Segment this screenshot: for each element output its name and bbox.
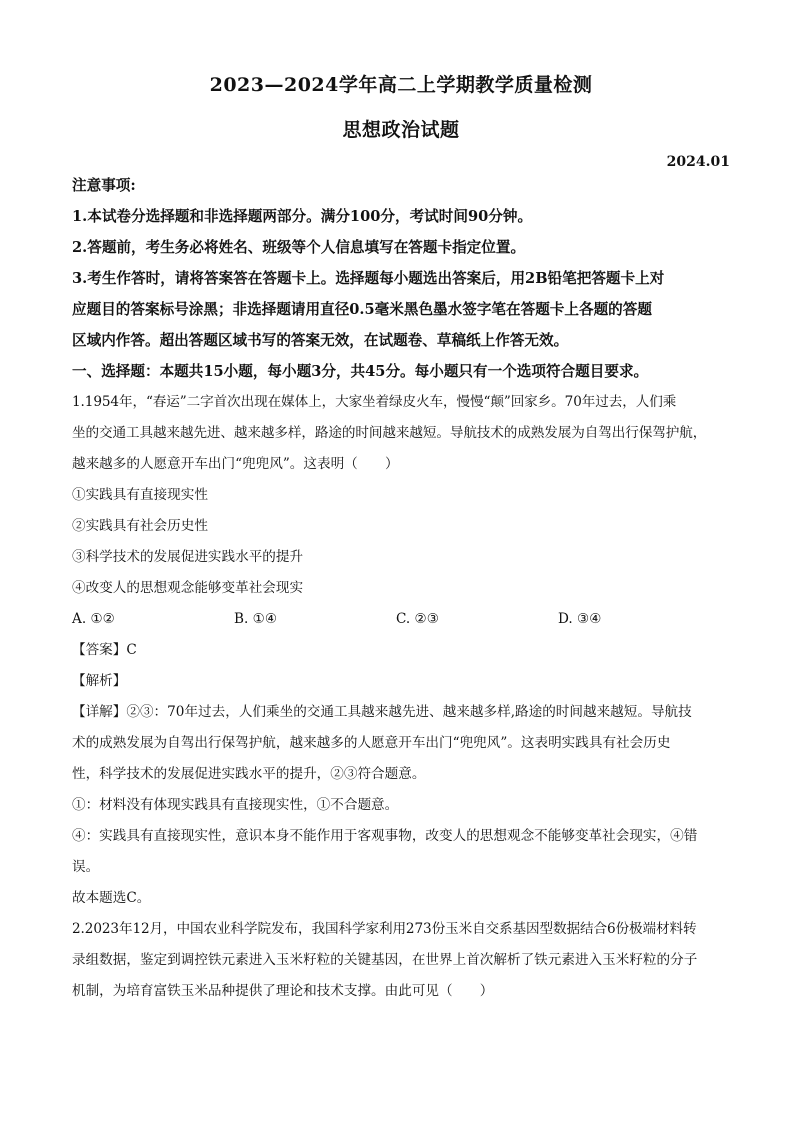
question-1 <box>72 387 730 914</box>
detail-line: 【详解】②③：70年过去，人们乘坐的交通工具越来越先进、越来越多样,路途的时间越来越短。导航技 <box>72 704 692 720</box>
detail-line: ④：实践具有直接现实性，意识本身不能作用于客观事物，改变人的思想观念不能够变革社会现实，④错 <box>72 828 698 844</box>
section-heading: 一、选择题：本题共15小题，每小题3分，共45分。每小题只有一个选项符合题目要求。 <box>72 363 649 380</box>
notice-item: 3.考生作答时，请将答案答在答题卡上。选择题每小题选出答案后，用2B铅笔把答题卡上对 <box>72 270 665 287</box>
question-stem-line: 坐的交通工具越来越先进、越来越多样，路途的时间越来越短。导航技术的成熟发展为自驾出行保驾护航， <box>72 425 707 441</box>
statement: ②实践具有社会历史性 <box>72 518 208 534</box>
question-stem-line: 录组数据，鉴定到调控铁元素进入玉米籽粒的关键基因，在世界上首次解析了铁元素进入玉米籽粒的分子 <box>72 952 698 968</box>
option-c: C. ②③ <box>396 611 439 627</box>
detail-line: 误。 <box>72 859 100 875</box>
notice-item: 1.本试卷分选择题和非选择题两部分。满分100分，考试时间90分钟。 <box>72 208 533 225</box>
detail-line: 性，科学技术的发展促进实践水平的提升，②③符合题意。 <box>72 766 426 782</box>
exam-date: 2024.01 <box>666 154 730 170</box>
exam-title: 2023—2024学年高二上学期教学质量检测 <box>209 74 593 96</box>
answer-label: 【答案】C <box>72 642 137 658</box>
statement: ③科学技术的发展促进实践水平的提升 <box>72 549 304 565</box>
notice-heading: 注意事项: <box>72 177 136 194</box>
options-row <box>72 604 730 635</box>
notice-block <box>72 170 730 356</box>
statement: ④改变人的思想观念能够变革社会现实 <box>72 580 304 596</box>
question-stem-line: 2.2023年12月，中国农业科学院发布，我国科学家利用273份玉米自交系基因型数据结合6份极端材料转 <box>72 921 697 937</box>
question-2 <box>72 914 730 1007</box>
exam-subtitle: 思想政治试题 <box>342 119 460 141</box>
question-stem-line: 机制，为培育富铁玉米品种提供了理论和技术支撑。由此可见（ ） <box>72 983 494 999</box>
notice-item: 2.答题前，考生务必将姓名、班级等个人信息填写在答题卡指定位置。 <box>72 239 526 256</box>
option-b: B. ①④ <box>234 611 278 627</box>
option-d: D. ③④ <box>558 611 602 627</box>
detail-line: 故本题选C。 <box>72 890 151 906</box>
analysis-label: 【解析】 <box>72 673 127 689</box>
notice-item: 应题目的答案标号涂黑；非选择题请用直径0.5毫米黑色墨水签字笔在答题卡上各题的答题 <box>72 301 652 318</box>
statement: ①实践具有直接现实性 <box>72 487 208 503</box>
detail-line: 术的成熟发展为自驾出行保驾护航，越来越多的人愿意开车出门“兜兜风”。这表明实践具有社会历史 <box>72 735 671 751</box>
option-a: A. ①② <box>72 611 115 627</box>
detail-line: ①：材料没有体现实践具有直接现实性，①不合题意。 <box>72 797 399 813</box>
notice-item: 区域内作答。超出答题区域书写的答案无效，在试题卷、草稿纸上作答无效。 <box>72 332 569 349</box>
question-stem-line: 越来越多的人愿意开车出门“兜兜风”。这表明（ ） <box>72 456 399 472</box>
question-stem-line: 1.1954年，“春运”二字首次出现在媒体上，大家坐着绿皮火车，慢慢“颠”回家乡。70年过去，人们乘 <box>72 394 677 410</box>
exam-page <box>72 62 730 1007</box>
